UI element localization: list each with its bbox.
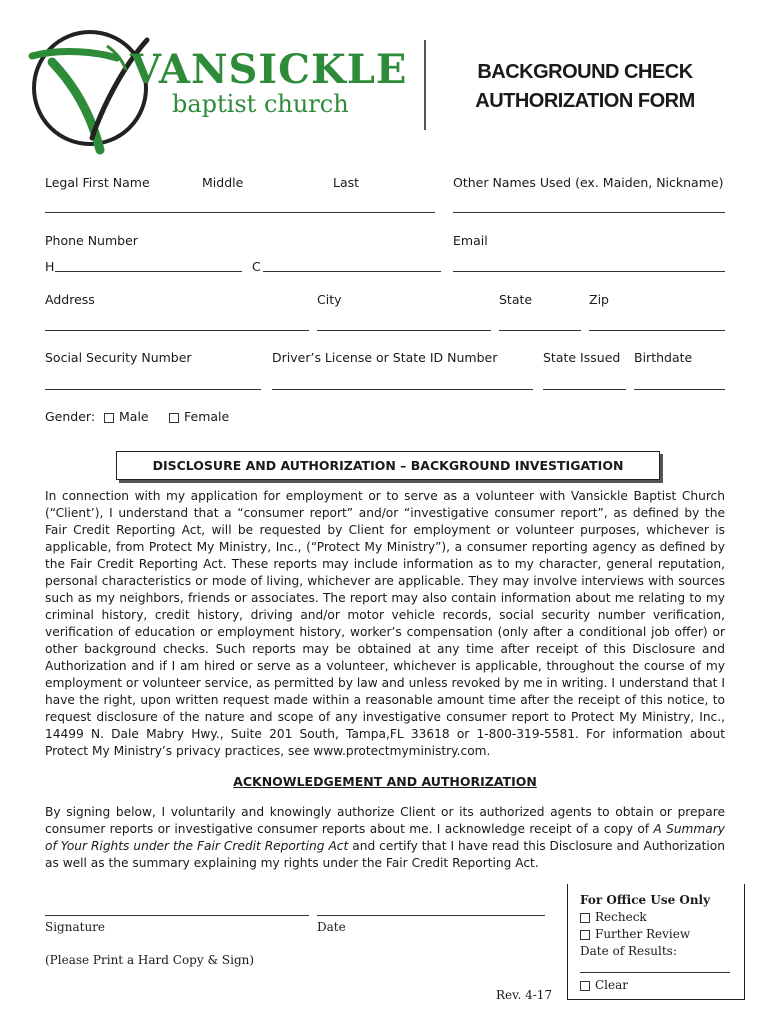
recheck-label: Recheck (595, 910, 647, 924)
phone-home-label: H (45, 259, 55, 274)
state-field[interactable] (499, 330, 581, 331)
signature-field[interactable] (45, 915, 309, 916)
form-title (440, 58, 730, 116)
further-review-checkbox[interactable] (580, 930, 590, 940)
church-logo (22, 18, 408, 158)
other-names-field[interactable] (453, 212, 725, 213)
acknowledgement-text (45, 804, 725, 872)
birthdate-label: Birthdate (634, 350, 693, 365)
phone-cell-field[interactable] (263, 271, 441, 272)
middle-name-label: Middle (202, 175, 244, 190)
other-names-label: Other Names Used (ex. Maiden, Nickname) (453, 175, 724, 190)
ssn-field[interactable] (45, 389, 261, 390)
recheck-option[interactable] (580, 909, 744, 926)
further-review-label: Further Review (595, 927, 691, 941)
ssn-label: Social Security Number (45, 350, 192, 365)
address-field[interactable] (45, 330, 309, 331)
male-checkbox[interactable] (104, 413, 114, 423)
office-use-box (567, 884, 745, 1000)
form-title-line2: AUTHORIZATION FORM (475, 90, 695, 112)
clear-label: Clear (595, 978, 629, 992)
ack-text-italic: A Summary of Your Rights under the Fair Credit Reporting Act (45, 822, 725, 853)
full-name-field[interactable] (45, 212, 435, 213)
recheck-checkbox[interactable] (580, 913, 590, 923)
office-use-title: For Office Use Only (580, 893, 711, 907)
clear-checkbox[interactable] (580, 981, 590, 991)
ack-text-a: By signing below, I voluntarily and knowingly authorize Client or its authorized agents to obtain or prepare consumer reports or investigative consumer reports about me. I acknowledge receipt of a copy of (45, 805, 725, 836)
print-sign-note: (Please Print a Hard Copy & Sign) (45, 953, 255, 967)
male-label: Male (119, 409, 149, 424)
state-issued-label: State Issued (543, 350, 621, 365)
clear-option[interactable] (580, 977, 744, 994)
header-divider (424, 40, 426, 130)
first-name-label: Legal First Name (45, 175, 150, 190)
date-results-label: Date of Results: (580, 944, 677, 958)
form-title-line1: BACKGROUND CHECK (477, 61, 693, 83)
state-issued-field[interactable] (543, 389, 626, 390)
further-review-option[interactable] (580, 926, 744, 943)
signature-label: Signature (45, 920, 106, 934)
city-label: City (317, 292, 342, 307)
logo-brand-name: VANSICKLE (130, 46, 408, 93)
gender-male-option[interactable] (104, 409, 149, 424)
license-field[interactable] (272, 389, 533, 390)
acknowledgement-title-text: ACKNOWLEDGEMENT AND AUTHORIZATION (233, 774, 537, 789)
address-label: Address (45, 292, 95, 307)
birthdate-field[interactable] (634, 389, 725, 390)
license-label: Driver’s License or State ID Number (272, 350, 498, 365)
disclosure-text: In connection with my application for employment or to serve as a volunteer with Vansickle Baptist Church (“Client’), I understand that a “consumer report” and/or “investigative consumer report”, as defined by the Fair Credit Reporting Act, will be requested by Client for employment or volunteer purposes, whichever is applicable, from Protect My Ministry, Inc., (“Protect My Ministry”), a consumer reporting agency as defined by the Fair Credit Reporting Act. These reports may include information as to my character, general reputation, personal characteristics or mode of living, whichever are applicable. They may involve interviews with sources such as my neighbors, friends or associates. The report may also contain information about me relating to my criminal history, credit history, driving and/or motor vehicle records, social security number verification, verification of education or employment history, worker’s compensation (only after a conditional job offer) or other background checks. Such reports may be obtained at any time after receipt of this Disclosure and Authorization and if I am hired or serve as a volunteer, whichever is applicable, throughout the course of my employment or volunteer service, as permitted by law and unless revoked by me in writing. I understand that I have the right, upon written request made within a reasonable amount time after the receipt of this notice, to request disclosure of the nature and scope of any investigative consumer report to Protect My Ministry, Inc., 14499 N. Dale Mabry Hwy., Suite 201 South, Tampa,FL 33618 or 1-800-319-5581. For information about Protect My Ministry’s privacy practices, see www.protectmyministry.com. (45, 489, 725, 758)
zip-field[interactable] (589, 330, 725, 331)
phone-label: Phone Number (45, 233, 138, 248)
disclosure-title: DISCLOSURE AND AUTHORIZATION – BACKGROUND INVESTIGATION (116, 451, 660, 480)
last-name-label: Last (333, 175, 360, 190)
phone-home-field[interactable] (55, 271, 242, 272)
logo-brand-sub: baptist church (172, 90, 349, 118)
email-label: Email (453, 233, 488, 248)
female-checkbox[interactable] (169, 413, 179, 423)
zip-label: Zip (589, 292, 609, 307)
email-field[interactable] (453, 271, 725, 272)
phone-cell-label: C (252, 259, 261, 274)
date-field[interactable] (317, 915, 545, 916)
state-label: State (499, 292, 533, 307)
city-field[interactable] (317, 330, 491, 331)
date-results-field[interactable] (580, 960, 730, 973)
date-label: Date (317, 920, 346, 934)
acknowledgement-title (0, 774, 770, 789)
gender-female-option[interactable] (169, 409, 229, 424)
ack-text-b: and certify that I have read this Disclosure and Authorization as well as the summary explaining my rights under the Fair Credit Reporting Act. (45, 839, 725, 870)
gender-label: Gender: (45, 409, 96, 424)
female-label: Female (184, 409, 230, 424)
revision-label: Rev. 4-17 (496, 988, 553, 1002)
